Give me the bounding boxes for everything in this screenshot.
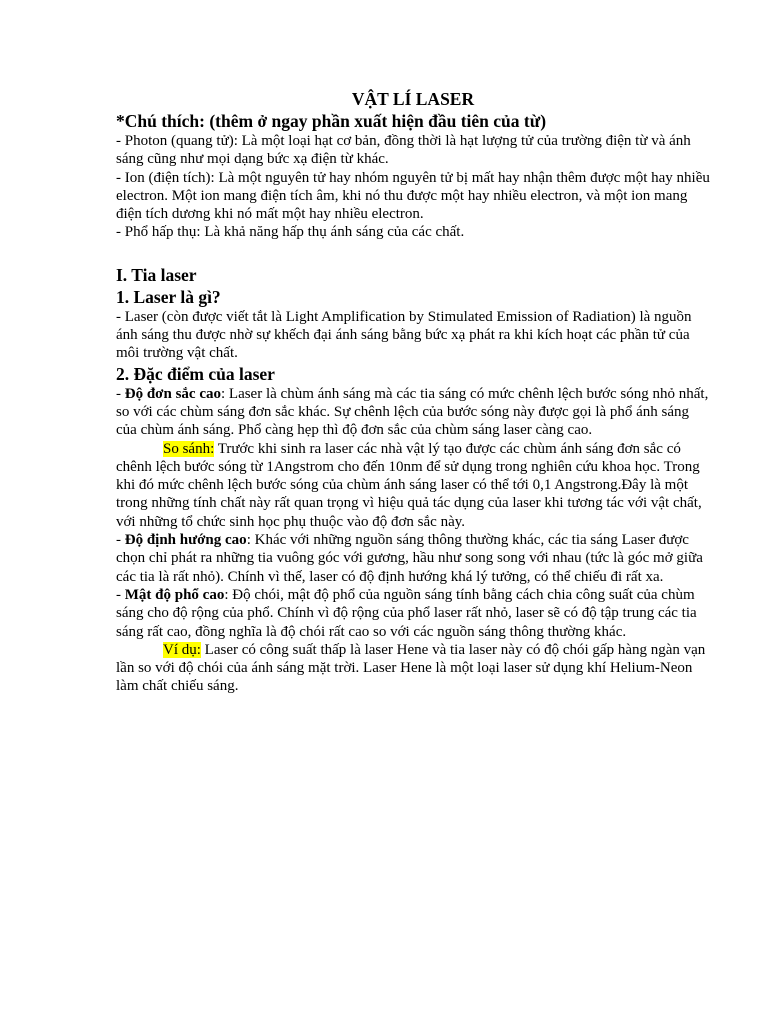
paragraph-example: [116, 641, 710, 696]
subheading-what-is-laser: 1. Laser là gì?: [116, 286, 221, 307]
highlight-compare-label: So sánh:: [163, 440, 215, 457]
example-text: Laser có công suất thấp là laser Hene và tia laser này có độ chói gấp hàng ngàn vạn lần so với độ chói của ánh sáng mặt trời. Laser Hene là một loại laser sử dụng khí Helium-Neon làm chất chiếu sáng.: [116, 641, 706, 695]
bullet-prefix: -: [116, 532, 125, 549]
subheading-laser-features: 2. Đặc điểm của laser: [116, 363, 275, 384]
term-monochromaticity: Độ đơn sắc cao: [124, 385, 221, 402]
note-ion: - Ion (điện tích): Là một nguyên tử hay nhóm nguyên tử bị mất hay nhận thêm được một hay nhiều electron. Một ion mang điện tích âm, khi nó thu được một hay nhiều electron, và một ion mang điện tích dương khi nó mất một hay nhiều electron.: [116, 169, 710, 223]
paragraph-laser-definition: - Laser (còn được viết tắt là Light Amplification by Stimulated Emission of Radiation) là nguồn ánh sáng thu được nhờ sự khếch đại ánh sáng bằng bức xạ phát ra khi kích hoạt các phần tử của môi trường vật chất.: [116, 308, 692, 362]
note-photon: - Photon (quang tử): Là một loại hạt cơ bản, đồng thời là hạt lượng tử của trường điện từ và ánh sáng cũng như mọi dạng bức xạ điện từ khác.: [116, 133, 691, 168]
note-absorption-spectrum: - Phổ hấp thụ: Là khả năng hấp thụ ánh sáng của các chất.: [116, 224, 465, 241]
note-heading: *Chú thích: (thêm ở ngay phần xuất hiện đầu tiên của từ): [116, 111, 547, 131]
comparison-text: Trước khi sinh ra laser các nhà vật lý tạo được các chùm ánh sáng đơn sắc có chênh lệch bước sóng từ 1Angstrom cho đến 10nm để sử dụng trong nghiên cứu khoa học. Trong khi đó mức chênh lệch bước sóng của chùm ánh sáng laser có thể tới 0,1 Angstrong.Đây là một trong những tính chất này rất quan trọng vì hiệu quả tác dụng của laser khi tương tác với vật chất, với những tổ chức sinh học phụ thuộc vào độ đơn sắc này.: [116, 440, 702, 530]
directionality-text: : Khác với những nguồn sáng thông thường khác, các tia sáng Laser được chọn chỉ phát ra những tia vuông góc với gương, hầu như song song với nhau (tức là góc mở giữa các tia là rất nhỏ). Chính vì thế, laser có độ định hướng khá lý tưởng, có thể chiếu đi rất xa.: [116, 532, 703, 585]
paragraph-comparison: [116, 440, 710, 531]
monochromaticity-text: : Laser là chùm ánh sáng mà các tia sáng có mức chênh lệch bước sóng nhỏ nhất, so với các chùm sáng đơn sắc khác. Sự chênh lệch của bước sóng này được gọi là phổ ánh sáng của chùm ánh sáng. Phổ càng hẹp thì độ đơn sắc của chùm sáng laser càng cao.: [116, 385, 709, 439]
bullet-prefix: -: [116, 586, 125, 603]
document-title: VẬT LÍ LASER: [351, 89, 475, 109]
paragraph-directionality: [116, 531, 710, 586]
paragraph-spectral-density: [116, 586, 710, 641]
bullet-prefix: -: [116, 385, 125, 402]
spectral-density-text: : Độ chói, mật độ phổ của nguồn sáng tính bằng cách chia công suất của chùm sáng cho độ rộng của phổ. Chính vì độ rộng của phổ laser rất nhỏ, laser sẽ có độ tập trung các tia sáng rất cao, đồng nghĩa là độ chói rất cao so với các nguồn sáng thông thường khác.: [116, 586, 697, 640]
paragraph-monochromaticity: [116, 385, 710, 440]
term-directionality: Độ định hướng cao: [124, 532, 247, 549]
section-heading-laser: I. Tia laser: [116, 264, 197, 285]
term-spectral-density: Mật độ phổ cao: [124, 586, 225, 603]
document-page: [116, 88, 710, 696]
highlight-example-label: Ví dụ:: [163, 641, 201, 658]
